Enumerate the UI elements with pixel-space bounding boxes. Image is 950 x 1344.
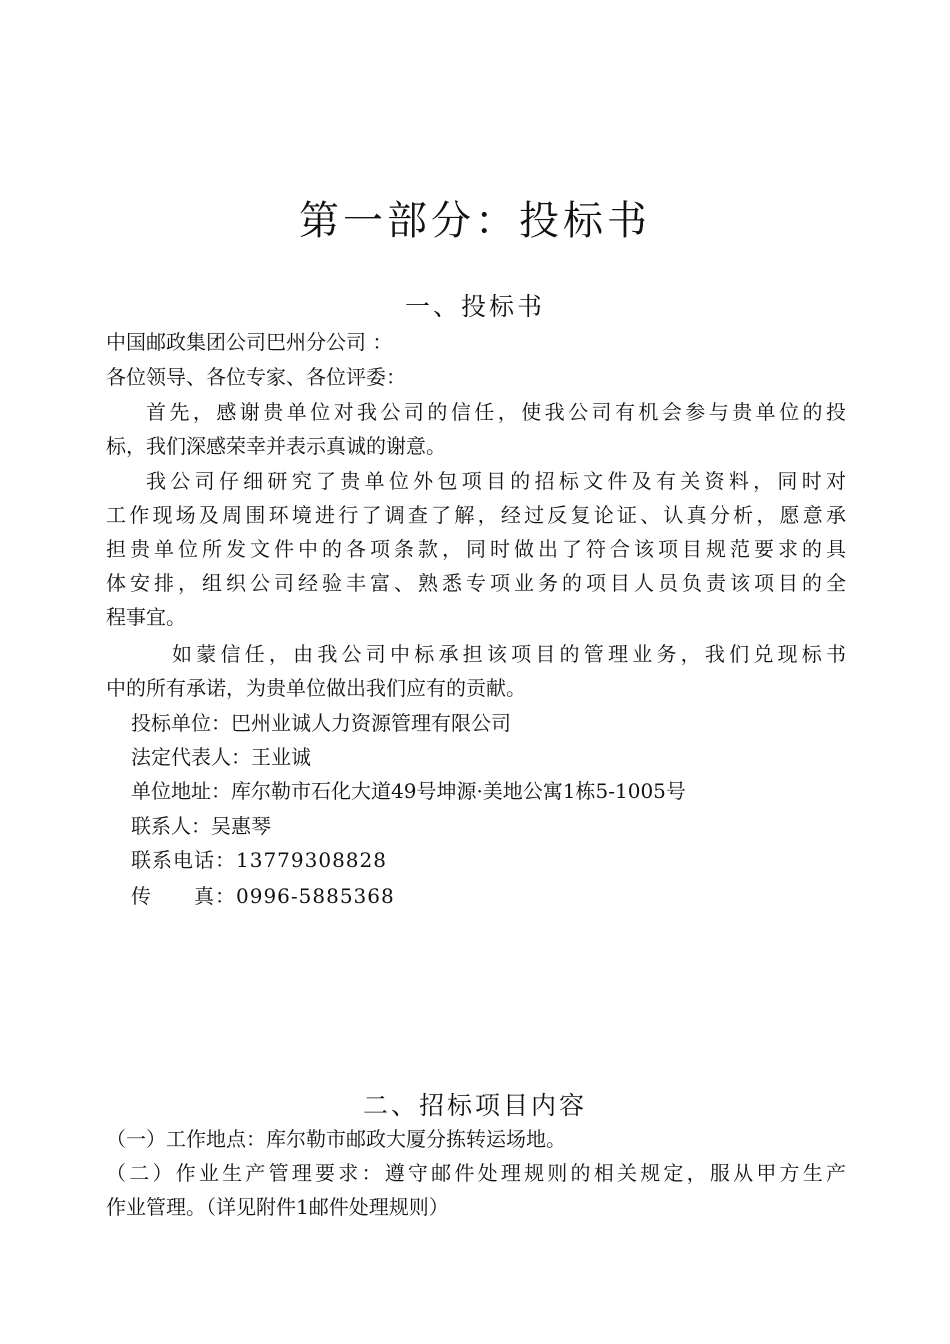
paragraph-line: 首先，感谢贵单位对我公司的信任，使我公司有机会参与贵单位的投 [146, 400, 846, 424]
legal-representative: 法定代表人：王业诚 [131, 745, 311, 769]
paragraph-line: 中的所有承诺，为贵单位做出我们应有的贡献。 [106, 676, 526, 700]
addressee: 中国邮政集团公司巴州分公司 ： [106, 330, 393, 354]
part-title: 第一部分：投标书 [299, 198, 651, 244]
paragraph-line: 如蒙信任，由我公司中标承担该项目的管理业务，我们兑现标书 [172, 642, 846, 666]
bidder-unit: 投标单位：巴州业诚人力资源管理有限公司 [131, 711, 511, 735]
paragraph-line: 体安排，组织公司经验丰富、熟悉专项业务的项目人员负责该项目的全 [106, 571, 846, 595]
item-management-requirement: （二）作业生产管理要求：遵守邮件处理规则的相关规定，服从甲方生产 [106, 1161, 846, 1185]
paragraph-line: 标，我们深感荣幸并表示真诚的谢意。 [106, 434, 446, 458]
greeting: 各位领导、各位专家、各位评委： [106, 365, 406, 389]
paragraph-line: 程事宜。 [106, 605, 186, 629]
contact-phone: 联系电话：13779308828 [131, 848, 387, 872]
fax-number: 传 真：0996-5885368 [131, 884, 395, 908]
item-management-requirement-cont: 作业管理。（详见附件1邮件处理规则） [106, 1195, 449, 1219]
paragraph-line: 担贵单位所发文件中的各项条款，同时做出了符合该项目规范要求的具 [106, 537, 846, 561]
item-work-location: （一）工作地点：库尔勒市邮政大厦分拣转运场地。 [106, 1127, 566, 1151]
section-title-bid-letter: 一、投标书 [404, 292, 545, 321]
paragraph-line: 工作现场及周围环境进行了调查了解，经过反复论证、认真分析，愿意承 [106, 503, 846, 527]
contact-person: 联系人：吴惠琴 [131, 814, 271, 838]
unit-address: 单位地址：库尔勒市石化大道49号坤源·美地公寓1栋5-1005号 [131, 779, 686, 803]
section-title-project-content: 二、招标项目内容 [362, 1091, 587, 1120]
paragraph-line: 我公司仔细研究了贵单位外包项目的招标文件及有关资料，同时对 [146, 469, 846, 493]
